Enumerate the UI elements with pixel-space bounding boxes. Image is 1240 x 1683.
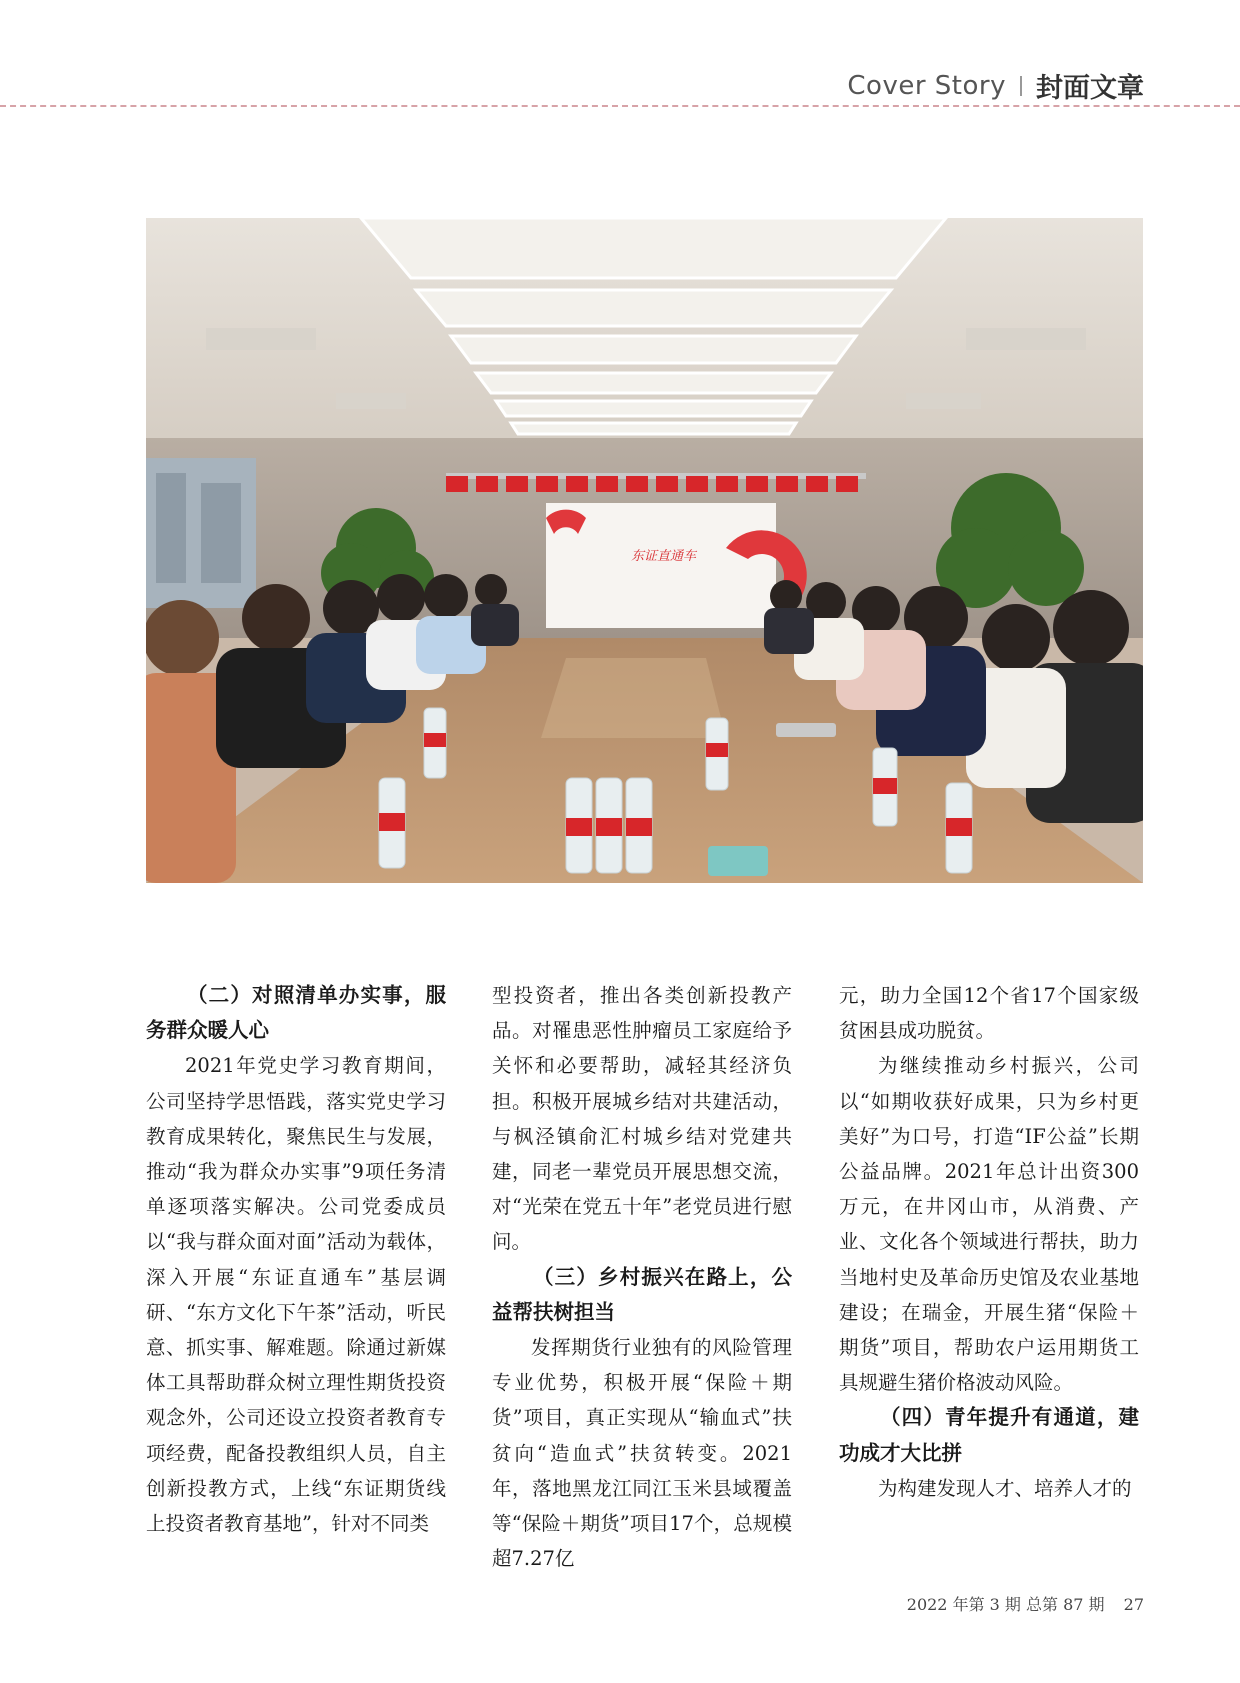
section-heading-3: （三）乡村振兴在路上，公益帮扶树担当 (492, 1264, 792, 1324)
page-footer (907, 1592, 1144, 1615)
paragraph-continued: 型投资者，推出各类创新投教产品。对罹患恶性肿瘤员工家庭给予关怀和必要帮助，减轻其经济负担。积极开展城乡结对共建活动，与枫泾镇俞汇村城乡结对党建共建，同老一辈党员开展思想交流，对“光荣在党五十年”老党员进行慰问。 (492, 984, 792, 1254)
issue-info: 2022 年第 3 期 总第 87 期 (906, 1595, 1105, 1614)
paragraph: 为继续推动乡村振兴，公司以“如期收获好成果，只为乡村更美好”为口号，打造“IF公益”长期公益品牌。2021年总计出资300万元，在井冈山市，从消费、产业、文化各个领域进行帮扶，助力当地村史及革命历史馆及农业基地建设；在瑞金，开展生猪“保险＋期货”项目，帮助农户运用期货工具规避生猪价格波动风险。 (839, 1054, 1139, 1395)
section-heading-4: （四）青年提升有通道，建功成才大比拼 (839, 1405, 1139, 1465)
text-column-1 (146, 978, 446, 1541)
header-divider (1020, 76, 1022, 96)
paragraph: 发挥期货行业独有的风险管理专业优势，积极开展“保险＋期货”项目，真正实现从“输血式”扶贫向“造血式”扶贫转变。2021年，落地黑龙江同江玉米县域覆盖等“保险＋期货”项目17个，总规模超7.27亿 (492, 1336, 792, 1571)
section-label-cn: 封面文章 (1036, 73, 1144, 104)
text-column-2 (492, 978, 792, 1576)
page-number: 27 (1123, 1595, 1144, 1614)
screen-title: 东证直通车 (631, 549, 697, 564)
paragraph: 为构建发现人才、培养人才的 (878, 1476, 1132, 1500)
meeting-photo (146, 218, 1143, 883)
text-column-3 (839, 978, 1139, 1506)
page-header (847, 66, 1144, 105)
section-heading-2: （二）对照清单办实事，服务群众暖人心 (146, 983, 446, 1043)
paragraph-continued: 元，助力全国12个省17个国家级贫困县成功脱贫。 (839, 984, 1139, 1043)
paragraph: 2021年党史学习教育期间，公司坚持学思悟践，落实党史学习教育成果转化，聚焦民生与发展，推动“我为群众办实事”9项任务清单逐项落实解决。公司党委成员以“我与群众面对面”活动为载体，深入开展“东证直通车”基层调研、“东方文化下午茶”活动，听民意、抓实事、解难题。除通过新媒体工具帮助群众树立理性期货投资观念外，公司还设立投资者教育专项经费，配备投教组织人员，自主创新投教方式，上线“东证期货线上投资者教育基地”，针对不同类 (146, 1054, 446, 1536)
header-dashed-rule (0, 105, 1240, 107)
section-label-en: Cover Story (847, 70, 1006, 101)
